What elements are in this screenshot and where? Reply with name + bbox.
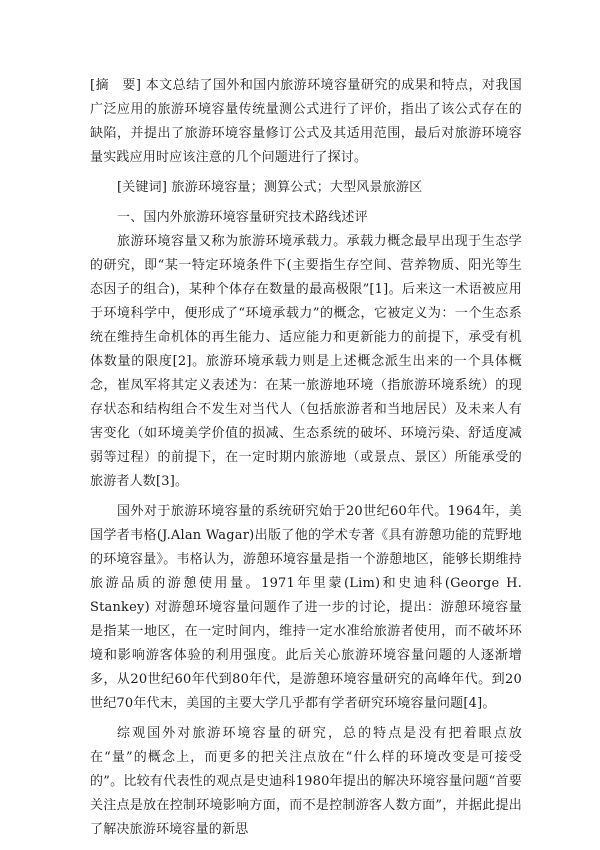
body-paragraph-1: 旅游环境容量又称为旅游环境承载力。承载力概念最早出现于生态学的研究，即“某一特定环境条件下(主要指生存空间、营养物质、阳光等生态因子的组合)，某种个体存在数量的最高极限”[1]。后来这一术语被应用于环境科学中，便形成了“环境承载力”的概念，它被定义为：一个生态系统在维持生命机体的再生能力、适应能力和更新能力的前提下，承受有机体数量的限度[2]。旅游环境承载力则是上述概念派生出来的一个具体概念，崔凤军将其定义表述为：在某一旅游地环境（指旅游环境系统）的现存状态和结构组合不发生对当代人（包括旅游者和当地居民）及未来人有害变化（如环境美学价值的损减、生态系统的破坏、环境污染、舒适度减弱等过程）的前提下，在一定时期内旅游地（或景点、景区）所能承受的旅游者人数[3]。 (90, 234, 522, 489)
abstract-paragraph (90, 74, 522, 170)
body-paragraph-2: 国外对于旅游环境容量的系统研究始于20世纪60年代。1964年，美国学者韦格(J.Alan Wagar)出版了他的学术专著《具有游憩功能的荒野地的环境容量》。韦格认为，游憩环境容量是指一个游憩地区，能够长期维持旅游品质的游憩使用量。1971年里蒙(Lim)和史迪科(George H. Stankey) 对游憩环境容量问题作了进一步的讨论，提出：游憩环境容量是指某一地区，在一定时间内，维持一定水准给旅游者使用，而不破坏环境和影响游客体验的利用强度。此后关心旅游环境容量问题的人逐渐增多，从20世纪60年代到80年代，是游憩环境容量研究的高峰年代。到20世纪70年代末，美国的主要大学几乎都有学者研究环境容量问题[4]。 (90, 504, 522, 711)
body-paragraph-3: 综观国外对旅游环境容量的研究，总的特点是没有把着眼点放在“量”的概念上，而更多的把关注点放在“什么样的环境改变是可接受的”。比较有代表性的观点是史迪科1980年提出的解决环境容量问题“首要关注点是放在控制环境影响方面，而不是控制游客人数方面”，并据此提出了解决旅游环境容量的新思 (90, 726, 522, 837)
keywords-text: 旅游环境容量；测算公式；大型风景旅游区 (171, 180, 423, 195)
abstract-text: 本文总结了国外和国内旅游环境容量研究的成果和特点，对我国广泛应用的旅游环境容量传统量测公式进行了评价，指出了该公式存在的缺陷，并提出了旅游环境容量修订公式及其适用范围，最后对旅游环境容量实践应用时应该注意的几个问题进行了探讨。 (90, 78, 522, 165)
keywords-label: [关键词] (117, 180, 168, 195)
document-page (90, 74, 522, 848)
section-heading: 一、国内外旅游环境容量研究技术路线述评 (117, 210, 368, 225)
keywords-line (90, 176, 522, 200)
abstract-label: [摘 要] (90, 78, 142, 93)
